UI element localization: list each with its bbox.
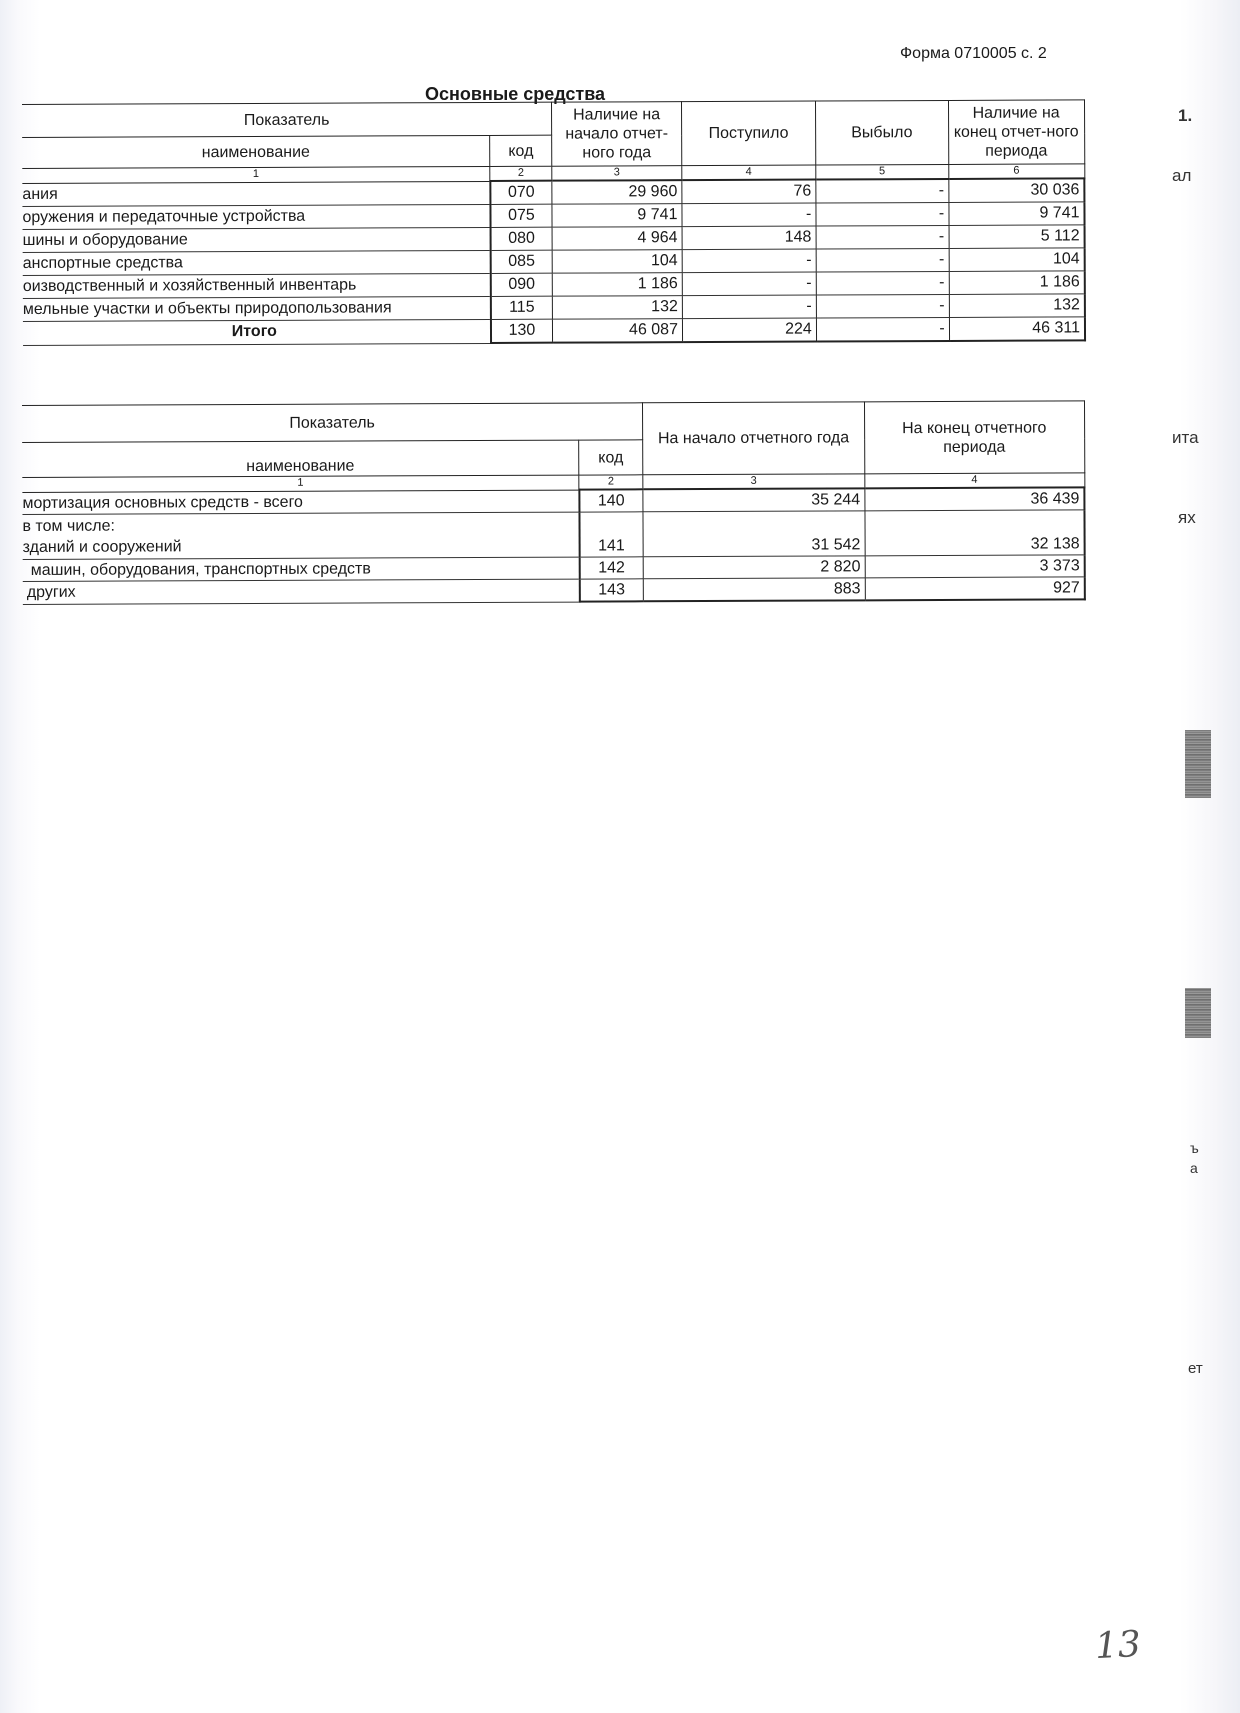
header-indicator: Показатель — [22, 102, 552, 137]
row-end: 927 — [865, 577, 1085, 600]
margin-fragment: 1. — [1178, 106, 1193, 125]
row-received: - — [682, 295, 816, 319]
margin-fragment: ях — [1178, 508, 1196, 527]
row-start: 9 741 — [552, 204, 682, 228]
row-code: 080 — [490, 227, 552, 250]
row-end: 32 138 — [865, 510, 1085, 556]
col-number: 4 — [865, 473, 1085, 488]
row-name: анспортные средства — [23, 250, 491, 275]
document-title: Основные средства — [425, 84, 606, 104]
row-end: 5 112 — [949, 225, 1085, 249]
row-start: 31 542 — [643, 511, 865, 557]
row-end: 30 036 — [948, 178, 1084, 202]
row-end: 132 — [949, 294, 1085, 318]
row-start: 1 186 — [552, 273, 682, 297]
header-received: Поступило — [681, 101, 815, 166]
margin-fragment: ет — [1188, 1360, 1203, 1377]
row-name: ания — [22, 181, 490, 207]
row-start: 46 087 — [553, 319, 683, 343]
row-start: 2 820 — [643, 556, 865, 579]
margin-fragment: ал — [1172, 166, 1192, 185]
row-code: 070 — [490, 181, 552, 205]
row-start: 132 — [552, 296, 682, 320]
row-disposed: - — [816, 317, 949, 341]
row-start: 104 — [552, 250, 682, 274]
col-number: 2 — [579, 475, 643, 490]
total-row — [23, 317, 1085, 345]
row-received: 148 — [682, 226, 816, 250]
depreciation-table — [22, 400, 1086, 605]
header-code: код — [490, 135, 552, 166]
row-code: 140 — [579, 489, 643, 512]
scan-artifact — [1185, 730, 1211, 798]
col-number: 2 — [490, 166, 552, 181]
row-received: 224 — [682, 318, 816, 342]
row-start: 4 964 — [552, 227, 682, 251]
row-received: - — [682, 249, 816, 273]
row-name: в том числе: — [22, 517, 115, 535]
row-disposed: - — [816, 179, 949, 203]
row-name: машин, оборудования, транспортных средств — [23, 557, 580, 581]
row-name: оизводственный и хозяйственный инвентарь — [23, 273, 491, 298]
row-name: шины и оборудование — [23, 227, 491, 252]
col-number: 4 — [682, 165, 816, 180]
row-name: мортизация основных средств - всего — [22, 490, 579, 515]
header-start: На начало отчетного года — [643, 402, 865, 475]
row-start: 35 244 — [643, 488, 865, 511]
header-indicator: Показатель — [22, 403, 643, 443]
row-received: - — [682, 272, 816, 296]
header-start: Наличие на начало отчет-ного года — [552, 102, 682, 167]
form-code: Форма 0710005 с. 2 — [900, 45, 1047, 62]
row-code: 075 — [490, 204, 552, 227]
header-name: наименование — [22, 135, 490, 168]
header-name: наименование — [22, 440, 579, 477]
col-number: 1 — [22, 166, 490, 183]
row-end: 104 — [949, 248, 1085, 272]
row-received: - — [682, 203, 816, 227]
header-code: код — [579, 440, 643, 475]
header-end: На конец отчетного периода — [864, 401, 1084, 474]
row-end: 3 373 — [865, 555, 1085, 578]
row-disposed: - — [816, 248, 949, 272]
row-name-sub: зданий и сооружений — [22, 538, 182, 556]
row-start: 29 960 — [552, 180, 682, 204]
handwritten-page-number: 13 — [1093, 1623, 1142, 1668]
row-name-group — [22, 512, 579, 559]
row-code: 142 — [579, 557, 643, 579]
scan-artifact — [1185, 988, 1211, 1038]
col-number: 3 — [643, 474, 865, 489]
col-number: 3 — [552, 166, 682, 181]
row-end: 9 741 — [949, 202, 1085, 226]
row-code: 115 — [491, 296, 553, 319]
row-name: других — [23, 579, 580, 604]
row-name: оружения и передаточные устройства — [22, 204, 490, 229]
row-end: 46 311 — [949, 317, 1085, 341]
table-row — [22, 510, 1084, 560]
header-end: Наличие на конец отчет-ного периода — [948, 100, 1084, 165]
margin-fragment: ита — [1172, 428, 1199, 447]
row-code: 143 — [579, 579, 643, 602]
fixed-assets-table — [22, 99, 1086, 346]
row-disposed: - — [816, 294, 949, 318]
row-end: 36 439 — [865, 487, 1085, 510]
col-number: 5 — [816, 164, 949, 179]
row-code: 090 — [490, 273, 552, 296]
row-code: 130 — [491, 319, 553, 343]
row-received: 76 — [682, 180, 816, 204]
margin-fragment: ъ — [1190, 1140, 1199, 1156]
row-disposed: - — [816, 225, 949, 249]
col-number: 6 — [948, 164, 1084, 179]
header-disposed: Выбыло — [815, 100, 948, 165]
margin-fragment: а — [1190, 1160, 1198, 1176]
row-disposed: - — [816, 202, 949, 226]
row-disposed: - — [816, 271, 949, 295]
row-name: мельные участки и объекты природопользования — [23, 296, 491, 321]
row-end: 1 186 — [949, 271, 1085, 295]
row-code: 141 — [579, 512, 643, 557]
col-number: 1 — [22, 475, 579, 492]
table-row — [23, 577, 1085, 604]
row-start: 883 — [643, 578, 865, 601]
total-label: Итого — [23, 319, 491, 345]
row-code: 085 — [490, 250, 552, 273]
